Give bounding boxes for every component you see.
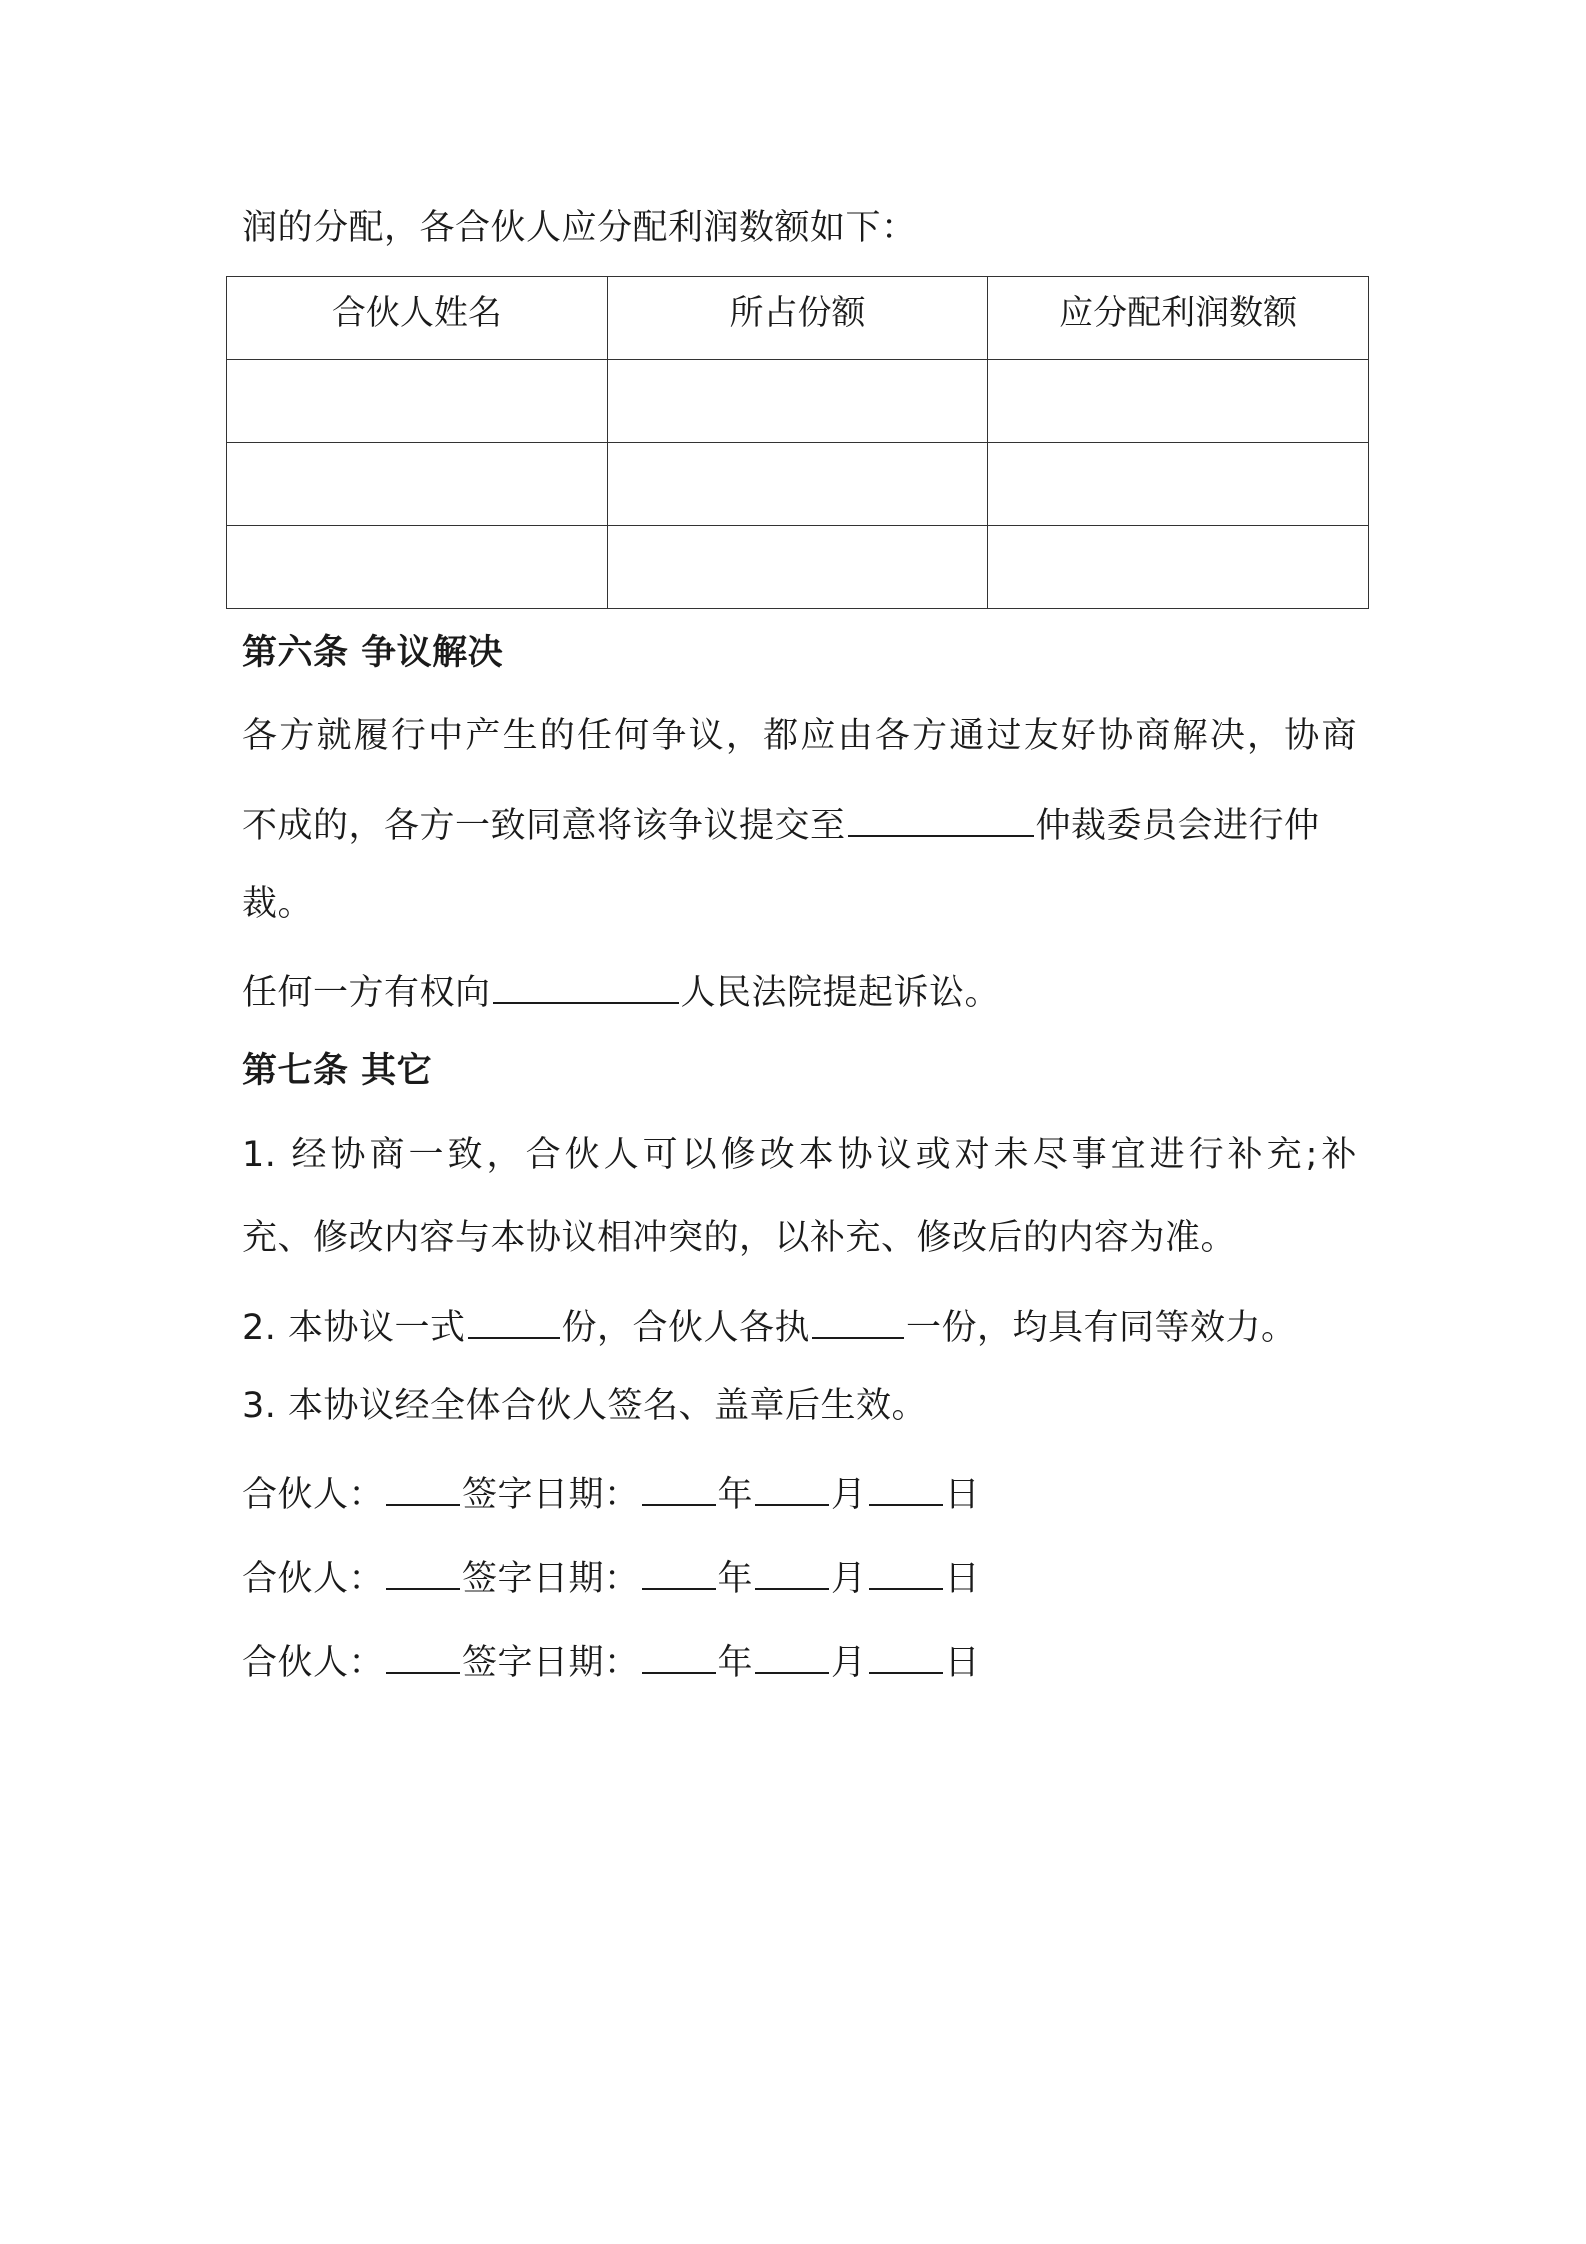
article6-text-b: 仲裁委员会进行仲: [1035, 806, 1320, 846]
year-label: 年: [717, 1559, 754, 1599]
article6-p2-text-b: 人民法院提起诉讼。: [680, 973, 1001, 1013]
table-cell[interactable]: [607, 360, 988, 443]
month-blank[interactable]: [755, 1466, 829, 1506]
month-blank[interactable]: [755, 1550, 829, 1590]
partner-name-blank[interactable]: [386, 1466, 460, 1506]
year-label: 年: [717, 1475, 754, 1515]
profit-table: [226, 276, 1369, 609]
article6-paragraph1-line1: 各方就履行中产生的任何争议，都应由各方通过友好协商解决，协商: [242, 716, 1357, 756]
year-label: 年: [717, 1643, 754, 1683]
header-partner-name: 合伙人姓名: [227, 277, 608, 360]
sign-date-label: 签字日期：: [462, 1643, 640, 1683]
table-cell[interactable]: [227, 526, 608, 609]
article7-item2-text-a: 2. 本协议一式: [242, 1308, 466, 1348]
table-row: [227, 526, 1369, 609]
table-cell[interactable]: [988, 443, 1369, 526]
article7-item3: 3. 本协议经全体合伙人签名、盖章后生效。: [242, 1386, 928, 1426]
article7-item2: [242, 1299, 1297, 1351]
signature-line: [242, 1466, 980, 1518]
year-blank[interactable]: [642, 1466, 716, 1506]
table-row: [227, 443, 1369, 526]
table-cell[interactable]: [988, 360, 1369, 443]
article6-heading: 第六条 争议解决: [242, 633, 504, 673]
partner-label: 合伙人：: [242, 1475, 385, 1515]
table-cell[interactable]: [607, 526, 988, 609]
table-cell[interactable]: [988, 526, 1369, 609]
article6-text-a: 不成的，各方一致同意将该争议提交至: [242, 806, 846, 846]
day-label: 日: [944, 1643, 981, 1683]
table-cell[interactable]: [227, 443, 608, 526]
signature-line: [242, 1550, 980, 1602]
partner-name-blank[interactable]: [386, 1634, 460, 1674]
day-label: 日: [944, 1559, 981, 1599]
article6-p2-text-a: 任何一方有权向: [242, 973, 491, 1013]
table-cell[interactable]: [607, 443, 988, 526]
header-profit-amount: 应分配利润数额: [988, 277, 1369, 360]
month-label: 月: [831, 1475, 867, 1515]
sign-date-label: 签字日期：: [462, 1559, 640, 1599]
article6-paragraph1-line3: 裁。: [242, 884, 314, 924]
day-label: 日: [944, 1475, 981, 1515]
article7-item1-line1: 1. 经协商一致，合伙人可以修改本协议或对未尽事宜进行补充;补: [242, 1135, 1357, 1175]
article7-item1-line2: 充、修改内容与本协议相冲突的，以补充、修改后的内容为准。: [242, 1218, 1237, 1258]
intro-text: 润的分配，各合伙人应分配利润数额如下：: [242, 208, 917, 248]
table-row: [227, 360, 1369, 443]
year-blank[interactable]: [642, 1550, 716, 1590]
article6-paragraph2: [242, 964, 1000, 1016]
signature-line: [242, 1634, 980, 1686]
sign-date-label: 签字日期：: [462, 1475, 640, 1515]
day-blank[interactable]: [869, 1550, 943, 1590]
year-blank[interactable]: [642, 1634, 716, 1674]
table-header-row: [227, 277, 1369, 360]
article7-item2-text-b: 份，合伙人各执: [561, 1308, 811, 1348]
copies-total-blank[interactable]: [468, 1299, 560, 1339]
article7-heading: 第七条 其它: [242, 1051, 433, 1091]
month-label: 月: [831, 1643, 867, 1683]
month-blank[interactable]: [755, 1634, 829, 1674]
month-label: 月: [831, 1559, 867, 1599]
day-blank[interactable]: [869, 1634, 943, 1674]
partner-label: 合伙人：: [242, 1559, 385, 1599]
day-blank[interactable]: [869, 1466, 943, 1506]
court-name-blank[interactable]: [493, 964, 679, 1004]
article7-item2-text-c: 一份，均具有同等效力。: [906, 1308, 1297, 1348]
partner-label: 合伙人：: [242, 1643, 385, 1683]
copies-each-blank[interactable]: [812, 1299, 904, 1339]
partner-name-blank[interactable]: [386, 1550, 460, 1590]
header-share: 所占份额: [607, 277, 988, 360]
arbitration-commission-blank[interactable]: [848, 797, 1034, 837]
table-cell[interactable]: [227, 360, 608, 443]
article6-paragraph1-line2: [242, 797, 1320, 849]
